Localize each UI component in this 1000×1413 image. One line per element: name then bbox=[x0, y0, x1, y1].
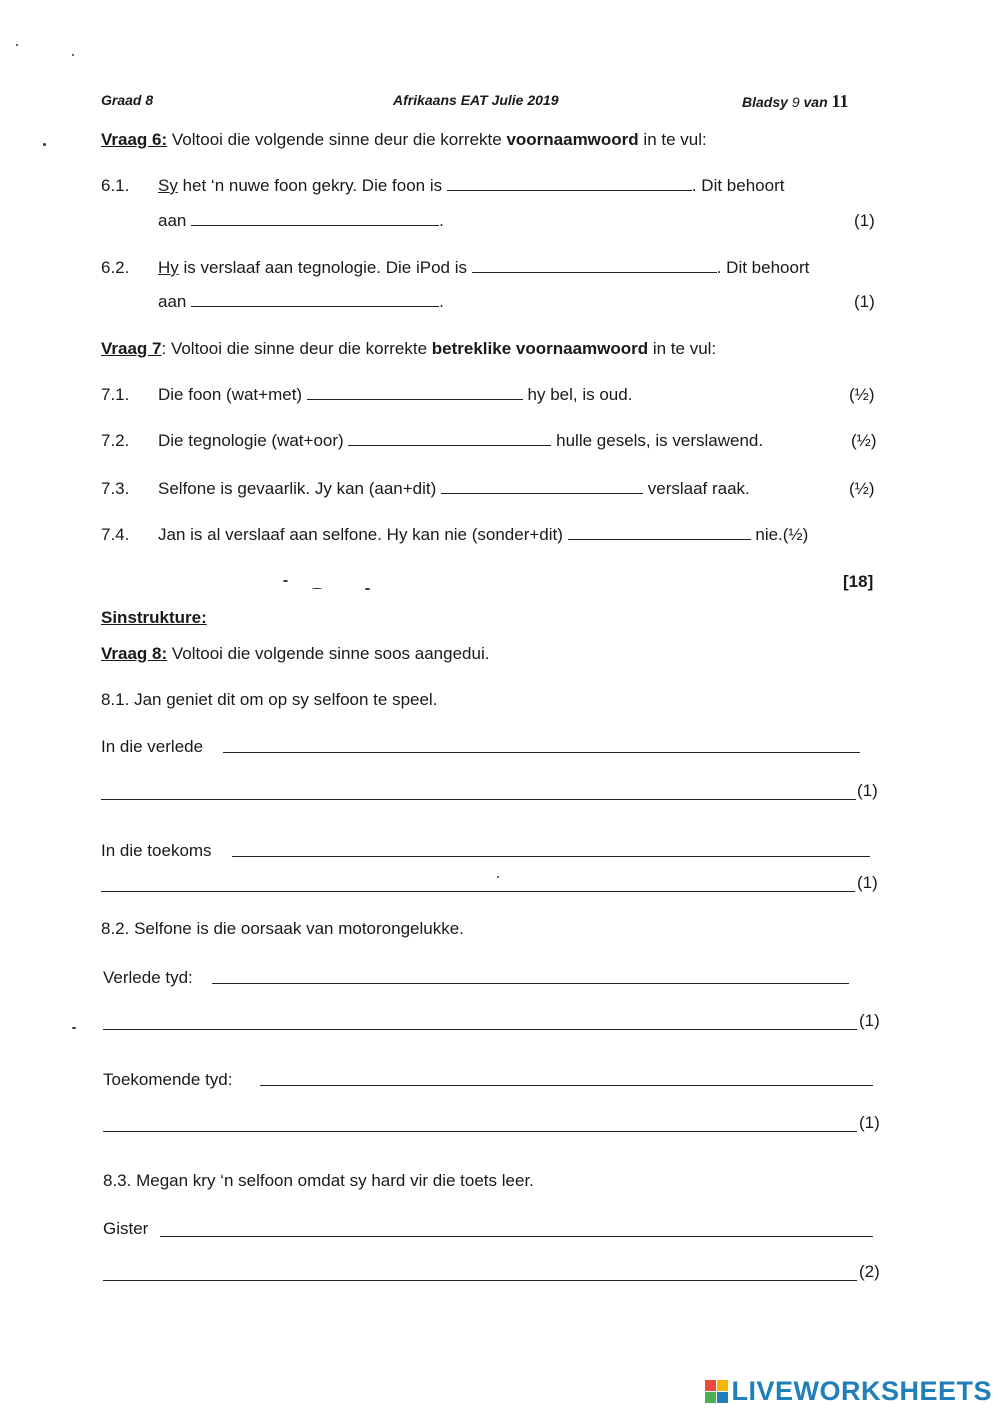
q6-1-blank-a[interactable] bbox=[447, 176, 692, 191]
q7-4-blank[interactable] bbox=[568, 525, 751, 540]
scan-speck bbox=[283, 580, 288, 582]
q7-2-mark: (½) bbox=[851, 431, 877, 450]
q6-2-line1 bbox=[158, 258, 809, 278]
q7-heading bbox=[101, 339, 716, 359]
q8-1-answer-line-1[interactable] bbox=[223, 752, 860, 753]
q7-2-blank[interactable] bbox=[348, 431, 551, 446]
q6-1-text1: het ‘n nuwe foon gekry. Die foon is bbox=[177, 176, 447, 195]
q7-2-post: hulle gesels, is verslawend. bbox=[551, 431, 764, 450]
q8-1-answer-line-2[interactable] bbox=[101, 799, 856, 800]
page-number bbox=[742, 91, 849, 112]
q6-1-mark: (1) bbox=[854, 211, 875, 230]
q6-intro-pre: Voltooi die volgende sinne deur die korrekte bbox=[167, 130, 507, 149]
q8-2-mark-2: (1) bbox=[859, 1113, 880, 1132]
q6-intro-bold: voornaamwoord bbox=[506, 130, 639, 149]
q6-1-text4: . bbox=[439, 211, 444, 230]
q8-3-answer-line-2[interactable] bbox=[103, 1280, 857, 1281]
scan-speck bbox=[16, 44, 18, 46]
q6-intro-post: in te vul: bbox=[638, 130, 707, 149]
q8-3-prompt: Gister bbox=[103, 1219, 149, 1238]
q7-intro-bold: betreklike voornaamwoord bbox=[431, 339, 649, 358]
scan-speck bbox=[365, 588, 370, 590]
q7-2-line bbox=[158, 431, 763, 451]
q8-intro: Voltooi die volgende sinne soos aangedui. bbox=[167, 644, 490, 663]
q8-1-mark-2: (1) bbox=[857, 873, 878, 892]
page-current: 9 bbox=[791, 94, 800, 110]
q7-2-pre: Die tegnologie (wat+oor) bbox=[158, 431, 349, 450]
q6-2-text4: . bbox=[439, 292, 444, 311]
subject-label: Afrikaans EAT Julie 2019 bbox=[393, 92, 559, 108]
q7-3-line bbox=[158, 479, 750, 499]
logo-text: LIVEWORKSHEETS bbox=[731, 1376, 992, 1406]
q8-2-answer-line-1[interactable] bbox=[212, 983, 849, 984]
q8-1-answer-line-3[interactable] bbox=[232, 856, 870, 857]
logo-square bbox=[705, 1392, 716, 1403]
q6-1-subject: Sy bbox=[158, 176, 178, 195]
q8-2-prompt-future: Toekomende tyd: bbox=[103, 1070, 233, 1089]
section-total: [18] bbox=[843, 572, 874, 591]
q8-1-answer-line-4[interactable] bbox=[101, 891, 855, 892]
q6-2-text1: is verslaaf aan tegnologie. Die iPod is bbox=[178, 258, 472, 277]
q7-1-pre: Die foon (wat+met) bbox=[158, 385, 307, 404]
q8-3-answer-line-1[interactable] bbox=[160, 1236, 873, 1237]
q7-4-post: nie.(½) bbox=[750, 525, 809, 544]
q6-heading bbox=[101, 130, 707, 150]
q6-2-subject: Hy bbox=[158, 258, 179, 277]
q6-1-line2 bbox=[158, 211, 444, 231]
q7-4-number: 7.4. bbox=[101, 525, 130, 544]
q7-label: Vraag 7 bbox=[101, 339, 162, 358]
q6-label: Vraag 6: bbox=[101, 130, 168, 149]
q7-3-post: verslaaf raak. bbox=[643, 479, 750, 498]
page-of: van bbox=[803, 94, 828, 110]
scan-speck bbox=[43, 143, 46, 146]
scan-speck bbox=[312, 588, 322, 589]
logo-grid-icon bbox=[705, 1380, 728, 1403]
q8-2-answer-line-2[interactable] bbox=[103, 1029, 857, 1030]
logo-square bbox=[705, 1380, 716, 1391]
q6-1-line1 bbox=[158, 176, 784, 196]
q6-2-line2 bbox=[158, 292, 444, 312]
q6-2-text3: aan bbox=[158, 292, 187, 311]
q6-1-blank-b[interactable] bbox=[191, 211, 439, 226]
scan-speck bbox=[497, 876, 499, 878]
grade-label: Graad 8 bbox=[101, 92, 154, 108]
q7-3-mark: (½) bbox=[849, 479, 875, 498]
q7-1-number: 7.1. bbox=[101, 385, 130, 404]
logo-square bbox=[717, 1380, 728, 1391]
q8-3-mark: (2) bbox=[859, 1262, 880, 1281]
q6-1-number: 6.1. bbox=[101, 176, 130, 195]
q7-3-number: 7.3. bbox=[101, 479, 130, 498]
q7-1-post: hy bel, is oud. bbox=[522, 385, 633, 404]
q6-2-number: 6.2. bbox=[101, 258, 130, 277]
q7-3-blank[interactable] bbox=[441, 479, 643, 494]
q7-1-line bbox=[158, 385, 632, 405]
q6-2-blank-a[interactable] bbox=[472, 258, 717, 273]
q7-2-number: 7.2. bbox=[101, 431, 130, 450]
logo-square bbox=[717, 1392, 728, 1403]
q8-1-mark-1: (1) bbox=[857, 781, 878, 800]
q7-intro-pre: : Voltooi die sinne deur die korrekte bbox=[161, 339, 432, 358]
q8-2-sentence: 8.2. Selfone is die oorsaak van motorongelukke. bbox=[101, 919, 464, 938]
q6-1-text2: . Dit behoort bbox=[691, 176, 785, 195]
q6-2-text2: . Dit behoort bbox=[716, 258, 810, 277]
q6-2-mark: (1) bbox=[854, 292, 875, 311]
q6-1-text3: aan bbox=[158, 211, 187, 230]
q7-3-pre: Selfone is gevaarlik. Jy kan (aan+dit) bbox=[158, 479, 442, 498]
q8-heading bbox=[101, 644, 489, 664]
liveworksheets-logo bbox=[705, 1376, 992, 1407]
q7-1-mark: (½) bbox=[849, 385, 875, 404]
q7-intro-post: in te vul: bbox=[648, 339, 717, 358]
page-total: 11 bbox=[831, 91, 849, 111]
scan-speck bbox=[72, 1027, 76, 1029]
q6-2-blank-b[interactable] bbox=[191, 292, 439, 307]
q8-2-answer-line-3[interactable] bbox=[260, 1085, 873, 1086]
page-prefix: Bladsy bbox=[742, 94, 788, 110]
q8-3-sentence: 8.3. Megan kry ‘n selfoon omdat sy hard vir die toets leer. bbox=[103, 1171, 534, 1190]
q8-label: Vraag 8: bbox=[101, 644, 168, 663]
q7-1-blank[interactable] bbox=[307, 385, 523, 400]
q7-4-pre: Jan is al verslaaf aan selfone. Hy kan nie (sonder+dit) bbox=[158, 525, 568, 544]
q8-1-prompt-past: In die verlede bbox=[101, 737, 204, 756]
q8-2-mark-1: (1) bbox=[859, 1011, 880, 1030]
q8-2-answer-line-4[interactable] bbox=[103, 1131, 857, 1132]
sinstrukture-heading: Sinstrukture: bbox=[101, 608, 207, 627]
scan-speck bbox=[72, 54, 74, 56]
q8-1-sentence: 8.1. Jan geniet dit om op sy selfoon te speel. bbox=[101, 690, 438, 709]
q8-1-prompt-future: In die toekoms bbox=[101, 841, 212, 860]
q8-2-prompt-past: Verlede tyd: bbox=[103, 968, 193, 987]
q7-4-line bbox=[158, 525, 808, 545]
